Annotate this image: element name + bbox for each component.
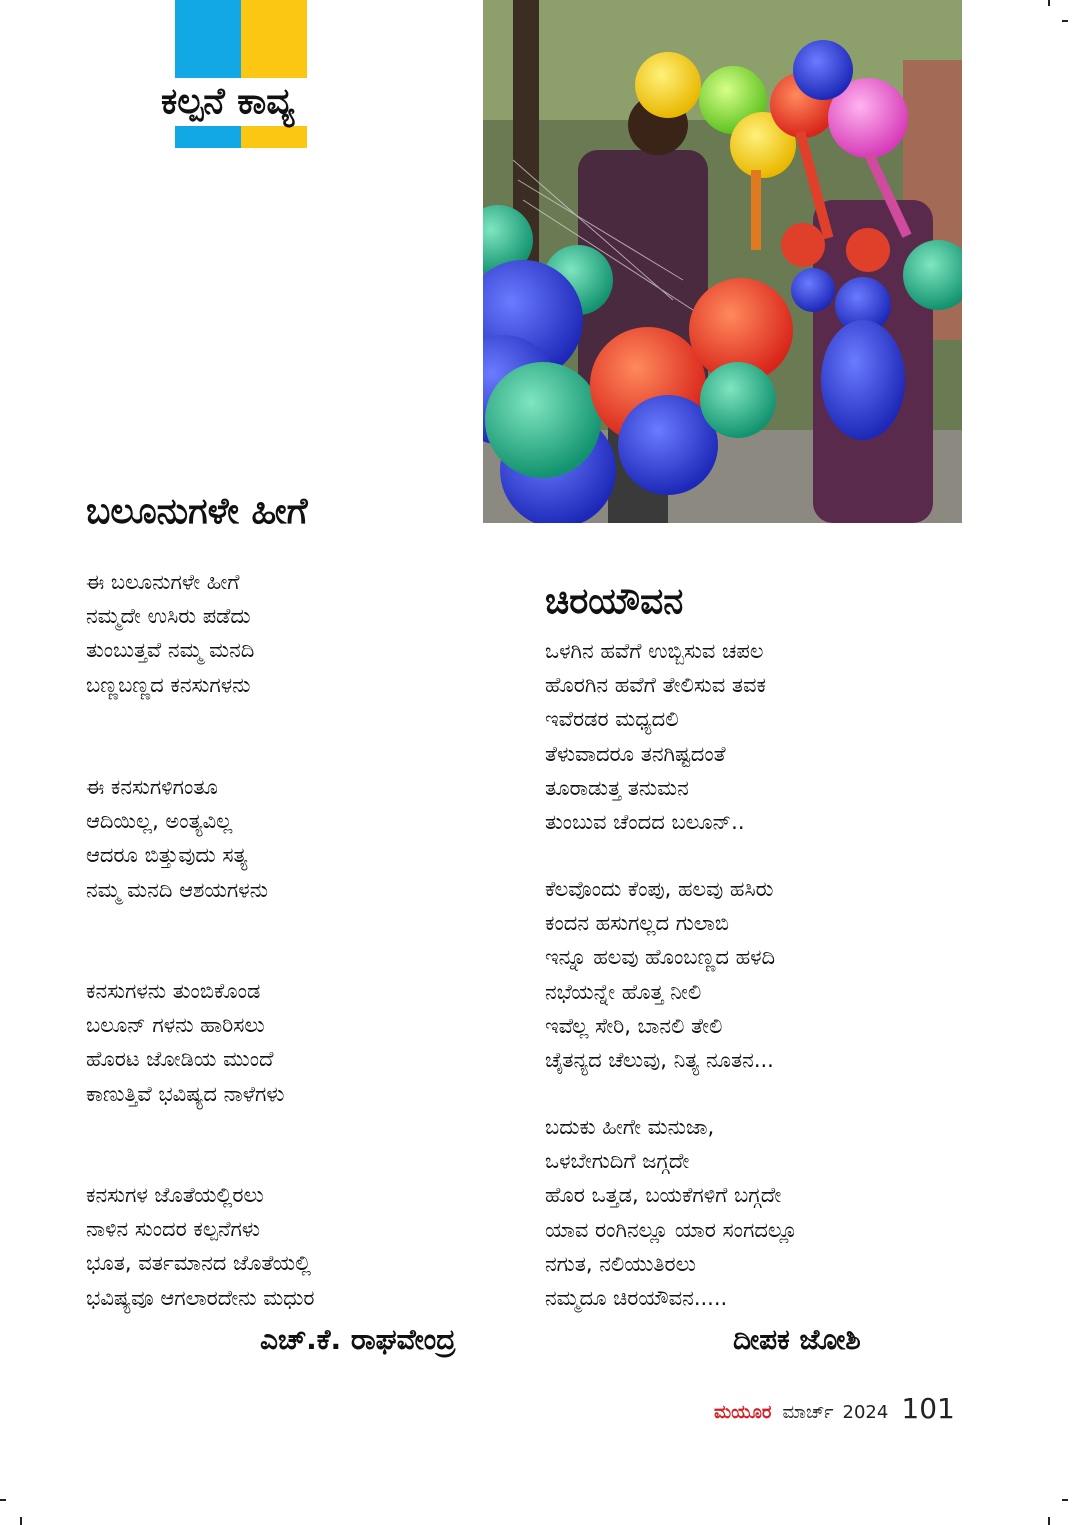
poem-line: ನಗುತ, ನಲಿಯುತಿರಲು [545, 1251, 696, 1276]
poem-2-title: ಚಿರಯೌವನ [545, 581, 684, 622]
poem-line: ಈ ಕನಸುಗಳಿಗಂತೂ [86, 775, 218, 799]
issue-month: ಮಾರ್ಚ್ [782, 1402, 834, 1423]
issue-year: 2024 [842, 1402, 889, 1423]
poem-line: ಕಂದನ ಹಸುಗಲ್ಲದ ಗುಲಾಬಿ [545, 911, 729, 936]
poem-2-stanza-2 [545, 872, 775, 1077]
section-title: ಕಲ್ಪನೆ ಕಾವ್ಯ [161, 81, 295, 122]
crop-mark-right-upper [1062, 20, 1068, 22]
crop-mark-top-right [1048, 0, 1050, 6]
poem-line: ಹೊರಗಿನ ಹವೆಗೆ ತೇಲಿಸುವ ತವಕ [545, 673, 766, 698]
poem-line: ನಭೆಯನ್ನೇ ಹೊತ್ತ ನೀಲಿ [545, 979, 702, 1004]
poem-line: ಆದರೂ ಬಿತ್ತುವುದು ಸತ್ಯ [86, 843, 248, 868]
page-number: 101 [901, 1392, 955, 1425]
poem-line: ನಮ್ಮ ಮನದಿ ಆಶಯಗಳನು [86, 877, 269, 902]
magazine-name: ಮಯೂರ [714, 1402, 772, 1423]
poem-line: ಒಳಗಿನ ಹವೆಗೆ ಉಬ್ಬಿಸುವ ಚಪಲ [545, 639, 764, 663]
section-logo [161, 0, 307, 150]
poem-line: ಒಳಬೇಗುದಿಗೆ ಜಗ್ಗದೇ [545, 1149, 690, 1174]
poem-1-title: ಬಲೂನುಗಳೇ ಹೀಗೆ [86, 491, 308, 532]
poem-line: ನಮ್ಮದೇ ಉಸಿರು ಪಡೆದು [86, 604, 251, 629]
poem-line: ಈ ಬಲೂನುಗಳೇ ಹೀಗೆ [86, 570, 240, 594]
poem-line: ಬದುಕು ಹೀಗೇ ಮನುಜಾ, [545, 1115, 715, 1139]
poem-line: ಭೂತ, ವರ್ತಮಾನದ ಜೊತೆಯಲ್ಲಿ [86, 1251, 312, 1276]
crop-mark-bottom-left [20, 1517, 22, 1525]
poem-line: ಹೊರಟ ಜೋಡಿಯ ಮುಂದೆ [86, 1047, 274, 1072]
poem-line: ಇವೆಲ್ಲ ಸೇರಿ, ಬಾನಲಿ ತೇಲಿ [545, 1013, 723, 1038]
logo-yellow-strip [241, 126, 307, 148]
poem-line: ಕನಸುಗಳನು ತುಂಬಿಕೊಂಡ [86, 979, 261, 1003]
poem-line: ಬಣ್ಣಬಣ್ಣದ ಕನಸುಗಳನು [86, 672, 251, 697]
poem-line: ಬಲೂನ್ ಗಳನು ಹಾರಿಸಲು [86, 1013, 265, 1038]
crop-mark-right-lower [1062, 1499, 1068, 1501]
poem-line: ತುಂಬುತ್ತವೆ ನಮ್ಮ ಮನದಿ [86, 638, 255, 663]
page-footer [714, 1392, 955, 1428]
poem-line: ನಾಳಿನ ಸುಂದರ ಕಲ್ಪನೆಗಳು [86, 1217, 260, 1242]
poem-2-stanza-1 [545, 634, 766, 839]
poem-1-author: ಎಚ್.ಕೆ. ರಾಘವೇಂದ್ರ [260, 1323, 456, 1356]
poem-2-author: ದೀಪಕ ಜೋಶಿ [733, 1323, 861, 1356]
poem-1-stanza-1 [86, 565, 254, 702]
logo-yellow-block [241, 0, 307, 78]
poem-line: ಇನ್ನೂ ಹಲವು ಹೊಂಬಣ್ಣದ ಹಳದಿ [545, 945, 776, 970]
poem-line: ತೆಳುವಾದರೂ ತನಗಿಷ್ಟದಂತೆ [545, 741, 726, 766]
logo-blue-block [175, 0, 241, 78]
poem-line: ನಮ್ಮದೂ ಚಿರಯೌವನ..... [545, 1286, 728, 1311]
poem-line: ಕನಸುಗಳ ಜೊತೆಯಲ್ಲಿರಲು [86, 1183, 264, 1207]
poem-line: ಕೆಲವೊಂದು ಕೆಂಪು, ಹಲವು ಹಸಿರು [545, 877, 774, 901]
poem-line: ತುಂಬುವ ಚೆಂದದ ಬಲೂನ್.. [545, 810, 745, 835]
poem-line: ಕಾಣುತ್ತಿವೆ ಭವಿಷ್ಯದ ನಾಳೆಗಳು [86, 1081, 285, 1106]
poem-line: ಹೊರ ಒತ್ತಡ, ಬಯಕೆಗಳಿಗೆ ಬಗ್ಗದೇ [545, 1183, 782, 1208]
crop-mark-bottom-right [1048, 1517, 1050, 1525]
logo-blue-strip [175, 126, 241, 148]
poem-line: ತೂರಾಡುತ್ತ ತನುಮನ [545, 775, 689, 800]
poem-line: ಇವೆರಡರ ಮಧ್ಯದಲಿ [545, 707, 679, 732]
poem-line: ಆದಿಯಿಲ್ಲ, ಅಂತ್ಯವಿಲ್ಲ [86, 809, 233, 834]
poem-1-stanza-2 [86, 770, 268, 907]
poem-line: ಚೈತನ್ಯದ ಚೆಲುವು, ನಿತ್ಯ ನೂತನ... [545, 1048, 774, 1073]
poem-line: ಭವಿಷ್ಯವೂ ಆಗಲಾರದೇನು ಮಧುರ [86, 1285, 315, 1310]
poem-2-stanza-3 [545, 1110, 797, 1315]
poem-1-stanza-4 [86, 1178, 315, 1315]
balloon-vendor-photo [483, 0, 962, 523]
poem-1-stanza-3 [86, 974, 284, 1111]
poem-line: ಯಾವ ರಂಗಿನಲ್ಲೂ ಯಾರ ಸಂಗದಲ್ಲೂ [545, 1217, 798, 1242]
crop-mark-left-bottom [0, 1499, 6, 1501]
